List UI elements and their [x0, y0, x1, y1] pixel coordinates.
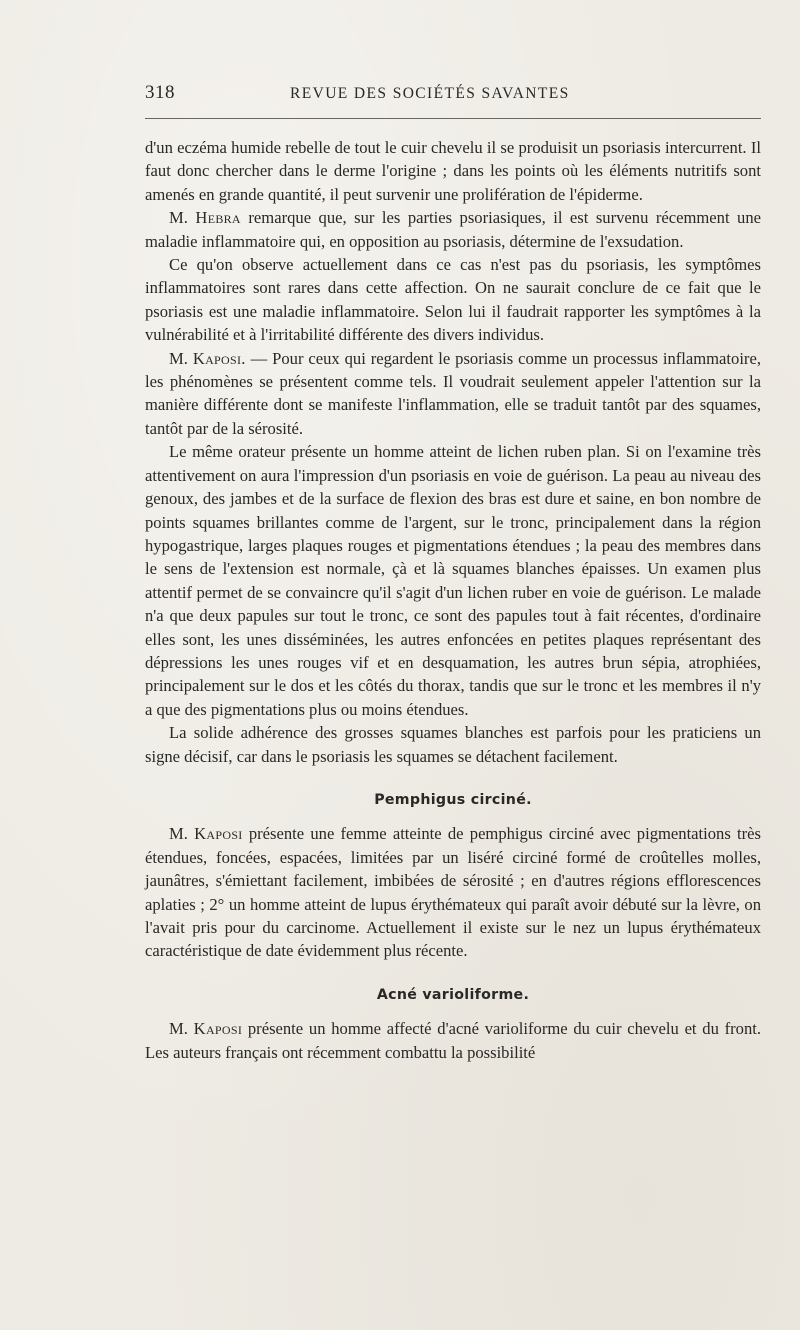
section-heading-pemphigus: Pemphigus circiné. [374, 791, 532, 808]
speaker-name-kaposi: Kaposi [194, 824, 243, 844]
speaker-prefix: M. [169, 824, 188, 844]
journal-title: REVUE DES SOCIÉTÉS SAVANTES [290, 85, 570, 102]
speaker-name-kaposi: Kaposi. [192, 348, 246, 368]
section-1-text: présente une femme atteinte de pemphigus circiné avec pigmentations très étendues, foncées, espacées, limitées par un liséré circiné formé de croûtelles molles, jaunâtres, s'émiettant facilement, imbibées de sérosité ; en d'autres régions efflorescences aplaties ; 2° un homme atteint de lupus érythémateux qui paraît avoir débuté sur la lèvre, on l'avait pris pour du carcinome. Actuellement il existe sur le nez un lupus érythémateux caractéristique de date évidemment plus récente. [145, 824, 761, 961]
section-2-text: présente un homme affecté d'acné varioliforme du cuir chevelu et du front. Les auteurs français ont récemment combattu la possibilité [145, 1019, 762, 1062]
paragraph-2 [145, 206, 761, 253]
speaker-prefix: M. [169, 208, 188, 228]
speaker-name-hebra: Hebra [195, 208, 241, 228]
speaker-prefix: M. [169, 1019, 188, 1039]
paragraph-2-text: remarque que, sur les parties psoriasiques, il est survenu récemment une maladie inflammatoire qui, en opposition au psoriasis, détermine de l'exsudation. [145, 208, 762, 251]
paragraph-4 [145, 347, 761, 441]
running-head [145, 82, 761, 112]
paragraph-4-text: — Pour ceux qui regardent le psoriasis comme un processus inflammatoire, les phénomènes se présentent comme tels. Il voudrait seulement appeler l'attention sur la manière différente dont se manifeste l'inflammation, elle se traduit tantôt par des squames, tantôt par de la sérosité. [145, 348, 761, 438]
paragraph-3: Ce qu'on observe actuellement dans ce cas n'est pas du psoriasis, les symptômes inflammatoires sont rares dans cette affection. On ne saurait conclure de ce fait que le psoriasis est une maladie inflammatoire. Selon lui il faudrait rapporter les symptômes à la vulnérabilité et à l'irritabilité différente des divers individus. [145, 255, 761, 345]
article-body [145, 136, 761, 1064]
speaker-name-kaposi: Kaposi [193, 1019, 243, 1039]
section-2-paragraph [145, 1017, 761, 1064]
paragraph-1: d'un eczéma humide rebelle de tout le cuir chevelu il se produisit un psoriasis intercurrent. Il faut donc chercher dans le derme l'origine ; dans les points où les éléments nutritifs sont amenés en grande quantité, il peut survenir une prolifération de l'épiderme. [145, 138, 761, 204]
section-heading-acne: Acné varioliforme. [376, 986, 530, 1003]
paragraph-6: La solide adhérence des grosses squames blanches est parfois pour les praticiens un signe décisif, car dans le psoriasis les squames se détachent facilement. [145, 723, 761, 766]
header-rule [145, 118, 761, 119]
paragraph-5: Le même orateur présente un homme atteint de lichen ruben plan. Si on l'examine très attentivement on aura l'impression d'un psoriasis en voie de guérison. La peau au niveau des genoux, des jambes et de la surface de flexion des bras est dure et saine, en bon nombre de points squames brillantes comme de l'argent, sur le tronc, principalement dans la région hypogastrique, larges plaques rouges et pigmentations étendues ; la peau des membres dans le sens de l'extension est normale, çà et là squames blanches épaisses. Un examen plus attentif permet de se convaincre qu'il s'agit d'un lichen ruber en voie de guérison. Le malade n'a que deux papules sur tout le tronc, ce sont des papules tout à fait récentes, d'ordinaire elles sont, les unes disséminées, les autres enfoncées en petites plaques représentant des dépressions les unes rouges vif et en desquamation, les autres brun sépia, atrophiées, principalement sur le dos et les côtés du thorax, tandis que sur le tronc et les membres il n'y a que des pigmentations plus ou moins étendues. [145, 442, 761, 719]
page-number: 318 [145, 82, 175, 103]
speaker-prefix: M. [169, 348, 188, 368]
section-1-paragraph [145, 822, 761, 962]
